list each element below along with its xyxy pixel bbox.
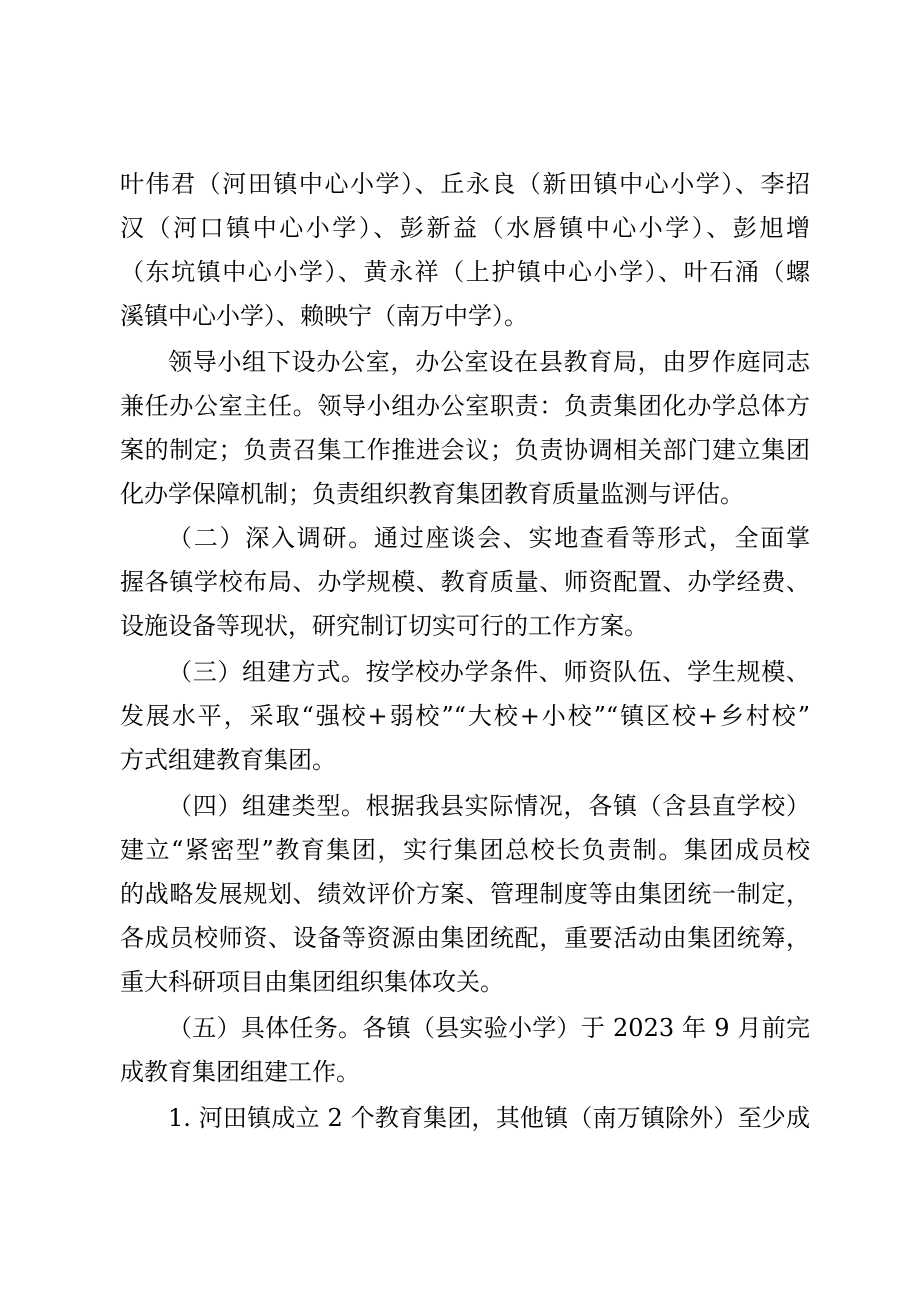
section-heading-line-3: （三）组建方式。按学校办学条件、师资队伍、学生规模、	[168, 658, 810, 686]
text-line: 发展水平，采取“强校+弱校”“大校+小校”“镇区校+乡村校”	[120, 702, 810, 730]
text-line: 重大科研项目由集团组织集体攻关。	[120, 968, 504, 996]
list-item-line-1: 1. 河田镇成立 2 个教育集团，其他镇（南万镇除外）至少成	[168, 1104, 810, 1132]
text-line: 的战略发展规划、绩效评价方案、管理制度等由集团统一制定，	[120, 880, 810, 908]
text-line: 各成员校师资、设备等资源由集团统配，重要活动由集团统筹，	[120, 924, 810, 952]
text-line: 汉（河口镇中心小学）、彭新益（水唇镇中心小学）、彭旭增	[120, 214, 810, 242]
text-line: 成教育集团组建工作。	[120, 1058, 360, 1086]
text-line: 握各镇学校布局、办学规模、教育质量、师资配置、办学经费、	[120, 568, 810, 596]
section-heading-line-5: （五）具体任务。各镇（县实验小学）于 2023 年 9 月前完	[168, 1014, 810, 1042]
text-line: 方式组建教育集团。	[120, 746, 336, 774]
text-line: 设施设备等现状，研究制订切实可行的工作方案。	[120, 612, 648, 640]
text-line: 溪镇中心小学）、赖映宁（南万中学）。	[120, 302, 528, 330]
section-heading-line-4: （四）组建类型。根据我县实际情况，各镇（含县直学校）	[168, 792, 810, 820]
section-heading-line-2: （二）深入调研。通过座谈会、实地查看等形式，全面掌	[168, 524, 810, 552]
text-line: 兼任办公室主任。领导小组办公室职责：负责集团化办学总体方	[120, 392, 810, 420]
text-line: （东坑镇中心小学）、黄永祥（上护镇中心小学）、叶石涌（螺	[120, 258, 810, 286]
text-line: 化办学保障机制；负责组织教育集团教育质量监测与评估。	[120, 480, 744, 508]
text-line: 建立“紧密型”教育集团，实行集团总校长负责制。集团成员校	[120, 836, 810, 864]
paragraph-start-line: 领导小组下设办公室，办公室设在县教育局，由罗作庭同志	[168, 348, 810, 376]
text-line: 案的制定；负责召集工作推进会议；负责协调相关部门建立集团	[120, 436, 810, 464]
text-line: 叶伟君（河田镇中心小学）、丘永良（新田镇中心小学）、李招	[120, 170, 810, 198]
